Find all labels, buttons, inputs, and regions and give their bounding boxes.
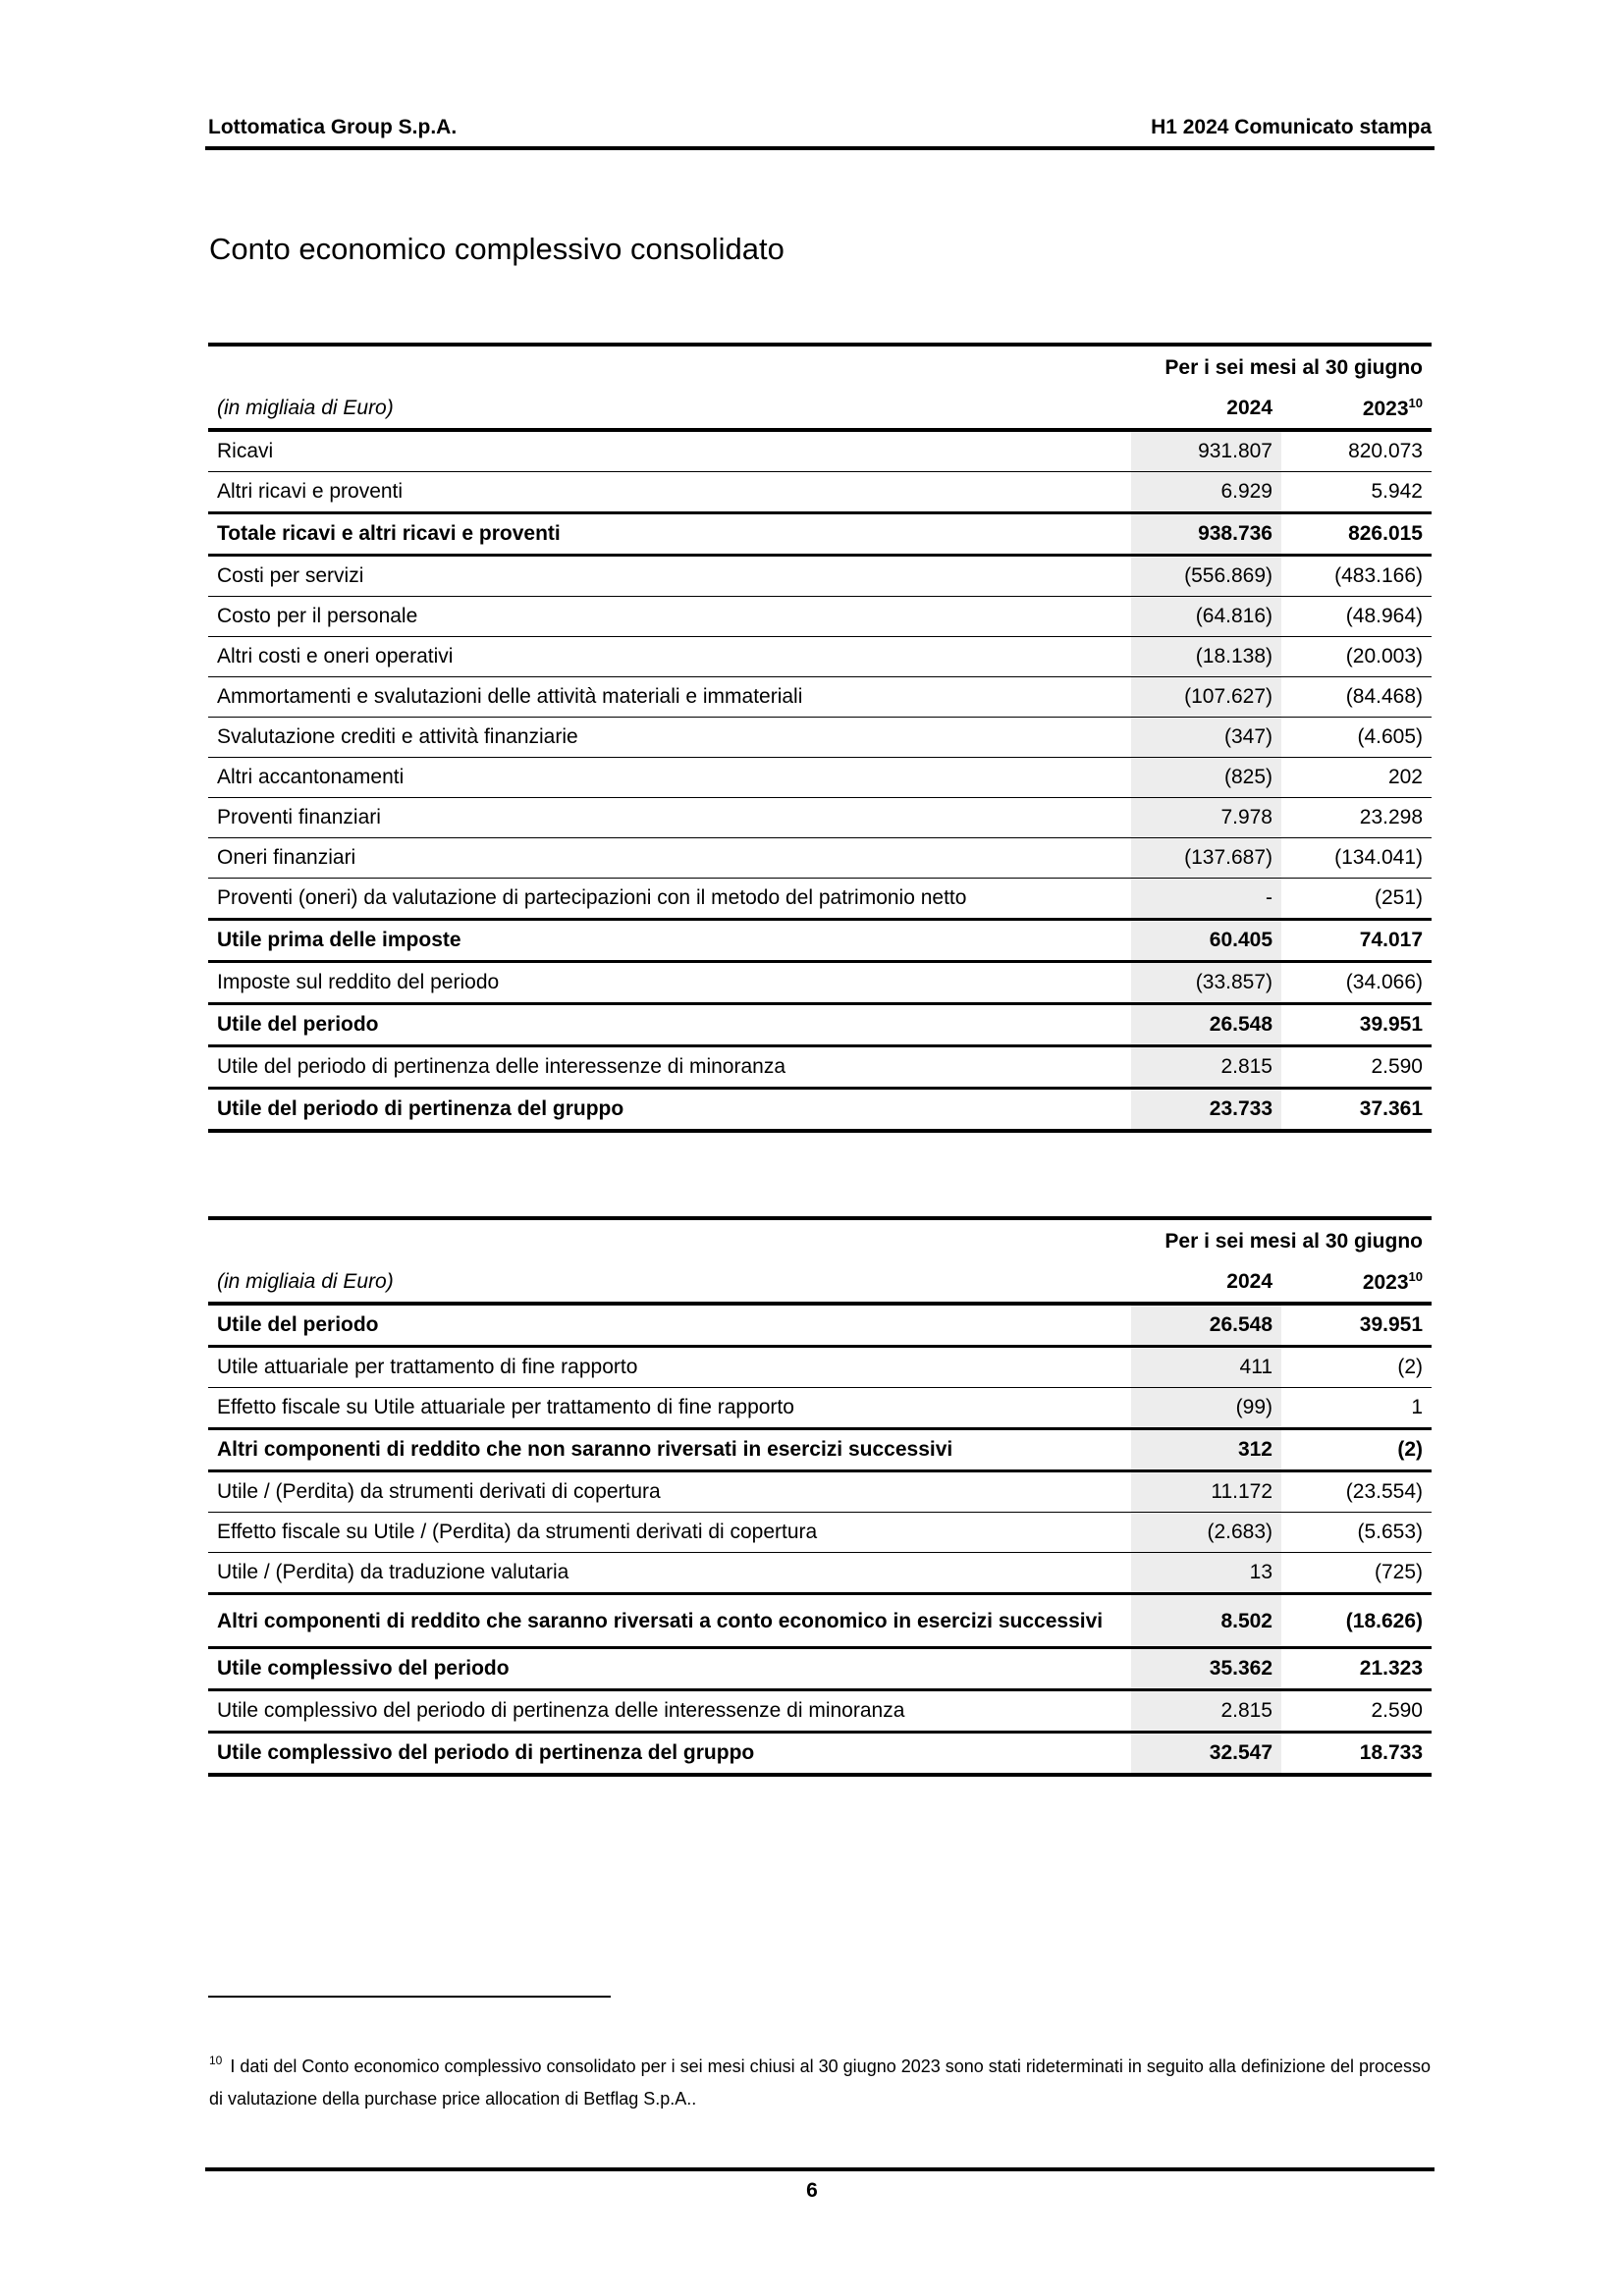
value-2023: (23.554) <box>1281 1471 1432 1513</box>
row-label: Utile del periodo <box>208 1304 1131 1347</box>
table-row <box>208 1648 1432 1690</box>
footnote-reference: 10 <box>1408 396 1423 410</box>
value-2023: 826.015 <box>1281 513 1432 556</box>
table-row <box>208 637 1432 677</box>
value-2024: (137.687) <box>1131 838 1281 879</box>
row-label: Imposte sul reddito del periodo <box>208 962 1131 1004</box>
value-2024: 8.502 <box>1131 1594 1281 1648</box>
table-row <box>208 1089 1432 1132</box>
row-label: Totale ricavi e altri ricavi e proventi <box>208 513 1131 556</box>
row-label: Utile del periodo <box>208 1004 1131 1046</box>
value-2024: 11.172 <box>1131 1471 1281 1513</box>
column-header-2024: 2024 <box>1226 1270 1272 1293</box>
value-2024: 931.807 <box>1131 430 1281 472</box>
value-2024: 26.548 <box>1131 1304 1281 1347</box>
table-row <box>208 1553 1432 1594</box>
unit-label: (in migliaia di Euro) <box>217 1270 394 1293</box>
footnote <box>209 2051 1432 2115</box>
table-row <box>208 838 1432 879</box>
value-2023: (84.468) <box>1281 677 1432 718</box>
value-2023: 39.951 <box>1281 1304 1432 1347</box>
table-row <box>208 1513 1432 1553</box>
row-label: Altri componenti di reddito che non saranno riversati in esercizi successivi <box>208 1429 1131 1471</box>
row-label: Proventi (oneri) da valutazione di partecipazioni con il metodo del patrimonio netto <box>208 879 1131 920</box>
value-2024: - <box>1131 879 1281 920</box>
value-2023: (483.166) <box>1281 556 1432 597</box>
value-2024: 2.815 <box>1131 1690 1281 1733</box>
page-header <box>208 116 1432 139</box>
value-2023: (134.041) <box>1281 838 1432 879</box>
value-2023: 18.733 <box>1281 1733 1432 1776</box>
row-label: Altri componenti di reddito che saranno riversati a conto economico in esercizi successivi <box>208 1594 1131 1648</box>
value-2024: (347) <box>1131 718 1281 758</box>
value-2023: (48.964) <box>1281 597 1432 637</box>
value-2024: (556.869) <box>1131 556 1281 597</box>
value-2023: 74.017 <box>1281 920 1432 962</box>
period-label: Per i sei mesi al 30 giugno <box>1131 345 1432 389</box>
value-2024: (99) <box>1131 1388 1281 1429</box>
value-2024: (2.683) <box>1131 1513 1281 1553</box>
page-title: Conto economico complessivo consolidato <box>209 232 785 266</box>
value-2023: 39.951 <box>1281 1004 1432 1046</box>
footnote-number: 10 <box>209 2054 223 2067</box>
value-2023: (2) <box>1281 1347 1432 1388</box>
row-label: Utile complessivo del periodo <box>208 1648 1131 1690</box>
table-row <box>208 1347 1432 1388</box>
footnote-divider <box>208 1996 611 1998</box>
row-label: Effetto fiscale su Utile attuariale per trattamento di fine rapporto <box>208 1388 1131 1429</box>
table-row <box>208 472 1432 513</box>
value-2024: 13 <box>1131 1553 1281 1594</box>
value-2023: 202 <box>1281 758 1432 798</box>
table-row <box>208 879 1432 920</box>
table-row <box>208 962 1432 1004</box>
table-row <box>208 597 1432 637</box>
value-2024: (825) <box>1131 758 1281 798</box>
value-2024: 26.548 <box>1131 1004 1281 1046</box>
value-2024: 32.547 <box>1131 1733 1281 1776</box>
value-2023: 2.590 <box>1281 1046 1432 1089</box>
row-label: Utile / (Perdita) da strumenti derivati di copertura <box>208 1471 1131 1513</box>
value-2024: 35.362 <box>1131 1648 1281 1690</box>
table-header-columns-row <box>208 389 1432 430</box>
table-header-period-row <box>208 345 1432 389</box>
column-header-2023: 2023$^{10}$ <box>1362 396 1423 420</box>
value-2024: 312 <box>1131 1429 1281 1471</box>
value-2023: 1 <box>1281 1388 1432 1429</box>
value-2024: (107.627) <box>1131 677 1281 718</box>
row-label: Altri accantonamenti <box>208 758 1131 798</box>
row-label: Proventi finanziari <box>208 798 1131 838</box>
table-row <box>208 718 1432 758</box>
row-label: Svalutazione crediti e attività finanziarie <box>208 718 1131 758</box>
page-number: 6 <box>806 2179 818 2202</box>
value-2023: 37.361 <box>1281 1089 1432 1132</box>
unit-label: (in migliaia di Euro) <box>217 397 394 419</box>
row-label: Utile complessivo del periodo di pertinenza delle interessenze di minoranza <box>208 1690 1131 1733</box>
row-label: Utile prima delle imposte <box>208 920 1131 962</box>
table-row <box>208 430 1432 472</box>
period-label: Per i sei mesi al 30 giugno <box>1131 1218 1432 1262</box>
table-row <box>208 1004 1432 1046</box>
row-label: Utile / (Perdita) da traduzione valutaria <box>208 1553 1131 1594</box>
value-2023: (4.605) <box>1281 718 1432 758</box>
footer-divider <box>205 2167 1435 2171</box>
table-row <box>208 1690 1432 1733</box>
value-2024: 411 <box>1131 1347 1281 1388</box>
table-row <box>208 513 1432 556</box>
column-header-2024: 2024 <box>1226 397 1272 419</box>
row-label: Costi per servizi <box>208 556 1131 597</box>
table-row <box>208 758 1432 798</box>
table-row <box>208 677 1432 718</box>
footnote-text: I dati del Conto economico complessivo consolidato per i sei mesi chiusi al 30 giugno 2023 sono stati rideterminati in seguito alla definizione del processo di valutazione della purchase price allocation di Betflag S.p.A.. <box>209 2056 1432 2109</box>
table-header-period-row <box>208 1218 1432 1262</box>
row-label: Ammortamenti e svalutazioni delle attività materiali e immateriali <box>208 677 1131 718</box>
row-label: Ricavi <box>208 430 1131 472</box>
value-2023: (18.626) <box>1281 1594 1432 1648</box>
table-row <box>208 1594 1432 1648</box>
table-row <box>208 920 1432 962</box>
row-label: Effetto fiscale su Utile / (Perdita) da strumenti derivati di copertura <box>208 1513 1131 1553</box>
row-label: Altri costi e oneri operativi <box>208 637 1131 677</box>
value-2024: 7.978 <box>1131 798 1281 838</box>
company-name: Lottomatica Group S.p.A. <box>208 116 458 138</box>
row-label: Utile del periodo di pertinenza del gruppo <box>208 1089 1131 1132</box>
value-2024: (64.816) <box>1131 597 1281 637</box>
table-row <box>208 1471 1432 1513</box>
header-divider <box>205 146 1435 150</box>
table-row <box>208 1429 1432 1471</box>
row-label: Utile del periodo di pertinenza delle interessenze di minoranza <box>208 1046 1131 1089</box>
value-2023: (5.653) <box>1281 1513 1432 1553</box>
row-label: Altri ricavi e proventi <box>208 472 1131 513</box>
value-2023: (2) <box>1281 1429 1432 1471</box>
value-2024: 938.736 <box>1131 513 1281 556</box>
row-label: Costo per il personale <box>208 597 1131 637</box>
comprehensive-income-table <box>208 1216 1432 1777</box>
income-statement-table <box>208 343 1432 1133</box>
footnote-reference: 10 <box>1408 1269 1423 1284</box>
table-row <box>208 1733 1432 1776</box>
value-2023: 2.590 <box>1281 1690 1432 1733</box>
table-header-columns-row <box>208 1262 1432 1304</box>
row-label: Utile complessivo del periodo di pertinenza del gruppo <box>208 1733 1131 1776</box>
value-2024: 60.405 <box>1131 920 1281 962</box>
row-label: Oneri finanziari <box>208 838 1131 879</box>
table-row <box>208 1046 1432 1089</box>
value-2024: (33.857) <box>1131 962 1281 1004</box>
value-2023: 820.073 <box>1281 430 1432 472</box>
value-2024: (18.138) <box>1131 637 1281 677</box>
row-label: Utile attuariale per trattamento di fine rapporto <box>208 1347 1131 1388</box>
column-header-2023: 2023$^{10}$ <box>1362 1269 1423 1294</box>
table-row <box>208 798 1432 838</box>
document-title: H1 2024 Comunicato stampa <box>1151 116 1432 138</box>
table-row <box>208 556 1432 597</box>
value-2024: 6.929 <box>1131 472 1281 513</box>
value-2023: 23.298 <box>1281 798 1432 838</box>
value-2024: 23.733 <box>1131 1089 1281 1132</box>
value-2024: 2.815 <box>1131 1046 1281 1089</box>
value-2023: (725) <box>1281 1553 1432 1594</box>
value-2023: 21.323 <box>1281 1648 1432 1690</box>
table-row <box>208 1304 1432 1347</box>
value-2023: (251) <box>1281 879 1432 920</box>
value-2023: (34.066) <box>1281 962 1432 1004</box>
value-2023: 5.942 <box>1281 472 1432 513</box>
value-2023: (20.003) <box>1281 637 1432 677</box>
table-row <box>208 1388 1432 1429</box>
